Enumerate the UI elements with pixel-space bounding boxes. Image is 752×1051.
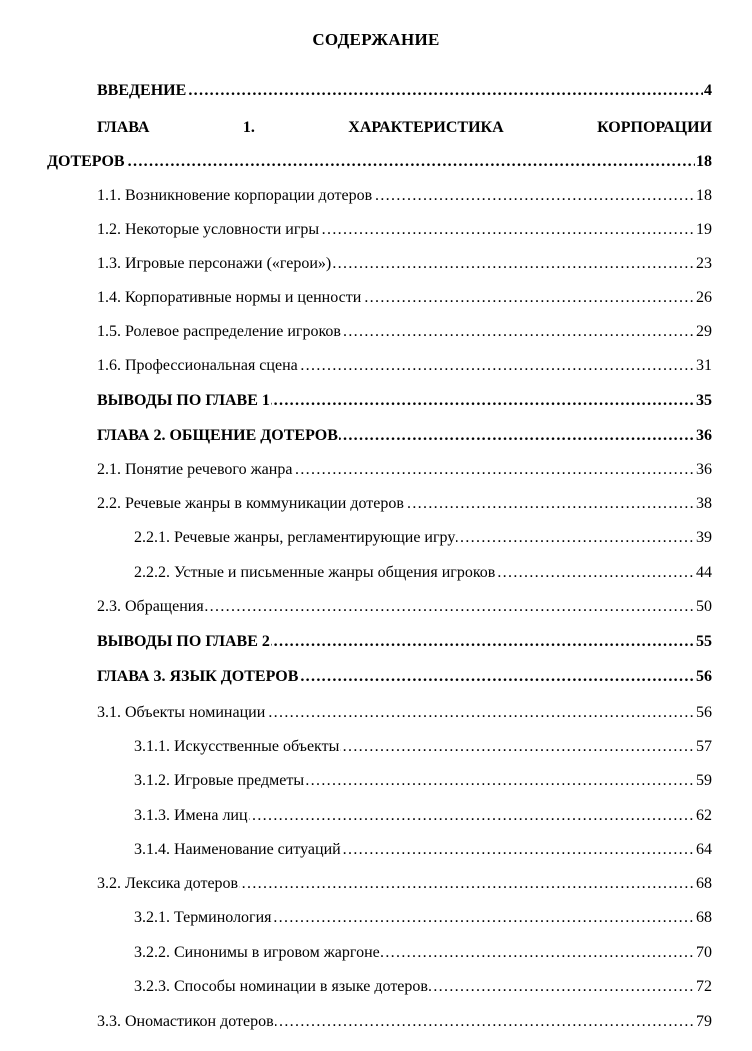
toc-entry-3-2[interactable]	[97, 873, 712, 895]
toc-entry-label: ………………………………………………………………………………………………………………………………………………………………………………………………………………………… ВВЕДЕНИЕ	[97, 80, 187, 102]
toc-entry-page: 68	[695, 907, 712, 929]
toc-entry-page: 59	[695, 770, 712, 792]
toc-entry-chapter-2[interactable]	[97, 425, 712, 447]
toc-entry-label: ………………………………………………………………………………………………………………………………………………………………………………………………………………………… 3.2.2. Синонимы в игровом жаргоне	[134, 942, 381, 964]
toc-entry-page: 4	[703, 80, 712, 102]
toc-word: ХАРАКТЕРИСТИКА	[348, 119, 504, 136]
toc-entry-3-2-1[interactable]	[134, 907, 712, 929]
toc-entry-chapter-1-line1[interactable]	[97, 117, 712, 139]
toc-entry-page: 68	[695, 873, 712, 895]
toc-entry-page: 50	[695, 596, 712, 618]
toc-entry-3-2-3[interactable]	[134, 976, 712, 998]
toc-entry-label: ………………………………………………………………………………………………………………………………………………………………………………………………………………………… ВЫВОДЫ ПО ГЛАВЕ 2	[97, 631, 271, 653]
toc-entry-label: ………………………………………………………………………………………………………………………………………………………………………………………………………………………… 3.1.3. Имена лиц	[134, 805, 249, 827]
toc-entry-conclusions-2[interactable]	[97, 631, 712, 653]
toc-entry-label: ………………………………………………………………………………………………………………………………………………………………………………………………………………………… ДОТЕРОВ	[47, 151, 126, 173]
toc-entry-page: 72	[695, 976, 712, 998]
toc-entry-3-1[interactable]	[97, 702, 712, 724]
toc-entry-label: ………………………………………………………………………………………………………………………………………………………………………………………………………………………… 3.2. Лексика дотеров	[97, 873, 239, 895]
toc-entry-3-1-1[interactable]	[134, 736, 712, 758]
toc-entry-label: ………………………………………………………………………………………………………………………………………………………………………………………………………………………… ВЫВОДЫ ПО ГЛАВЕ 1	[97, 390, 271, 412]
toc-entry-conclusions-1[interactable]	[97, 390, 712, 412]
toc-entry-page: 18	[695, 151, 712, 173]
toc-entry-label: ………………………………………………………………………………………………………………………………………………………………………………………………………………………… 3.2.3. Способы номинации в языке дотеров	[134, 976, 429, 998]
toc-entry-page: 64	[695, 839, 712, 861]
toc-entry-page: 23	[695, 253, 712, 275]
toc-entry-page: 18	[695, 185, 712, 207]
toc-entry-3-1-2[interactable]	[134, 770, 712, 792]
toc-entry-2-3[interactable]	[97, 596, 712, 618]
toc-entry-label: ………………………………………………………………………………………………………………………………………………………………………………………………………………………… 1.1. Возникновение корпорации дотеров	[97, 185, 373, 207]
toc-entry-1-1[interactable]	[97, 185, 712, 207]
toc-entry-page: 79	[695, 1011, 712, 1033]
toc-entry-page: 26	[695, 287, 712, 309]
toc-word: ГЛАВА	[97, 119, 150, 136]
toc-entry-3-2-2[interactable]	[134, 942, 712, 964]
toc-entry-page: 57	[695, 736, 712, 758]
toc-entry-page: 35	[695, 390, 712, 412]
toc-entry-label: ………………………………………………………………………………………………………………………………………………………………………………………………………………………… 1.4. Корпоративные нормы и ценности	[97, 287, 362, 309]
toc-entry-page: 38	[695, 493, 712, 515]
toc-entry-label: ………………………………………………………………………………………………………………………………………………………………………………………………………………………… 1.6. Профессиональная сцена	[97, 355, 299, 377]
toc-entry-1-4[interactable]	[97, 287, 712, 309]
toc-entry-3-3[interactable]	[97, 1011, 712, 1033]
toc-word: КОРПОРАЦИИ	[597, 119, 713, 136]
toc-entry-page: 56	[695, 702, 712, 724]
toc-entry-page: 19	[695, 219, 712, 241]
toc-entry-2-2-1[interactable]	[134, 527, 712, 549]
toc-entry-label: ………………………………………………………………………………………………………………………………………………………………………………………………………………………… 1.3. Игровые персонажи («герои»)	[97, 253, 332, 275]
toc-entry-1-6[interactable]	[97, 355, 712, 377]
toc-entry-label: ………………………………………………………………………………………………………………………………………………………………………………………………………………………… ГЛАВА 3. ЯЗЫК ДОТЕРОВ	[97, 666, 299, 688]
toc-entry-label: ………………………………………………………………………………………………………………………………………………………………………………………………………………………… 2.2.2. Устные и письменные жанры общения игроков	[134, 562, 496, 584]
toc-entry-page: 62	[695, 805, 712, 827]
toc-entry-page: 36	[695, 425, 712, 447]
toc-entry-label: ………………………………………………………………………………………………………………………………………………………………………………………………………………………… 2.1. Понятие речевого жанра	[97, 459, 293, 481]
toc-entry-page: 29	[695, 321, 712, 343]
page-title: СОДЕРЖАНИЕ	[312, 30, 440, 49]
toc-entry-3-1-3[interactable]	[134, 805, 712, 827]
toc-word: 1.	[242, 119, 255, 136]
toc-entry-label: ………………………………………………………………………………………………………………………………………………………………………………………………………………………… 3.1.1. Искусственные объекты	[134, 736, 340, 758]
toc-entry-label: ………………………………………………………………………………………………………………………………………………………………………………………………………………………… 1.5. Ролевое распределение игроков	[97, 321, 342, 343]
toc-entry-page: 31	[695, 355, 712, 377]
toc-entry-1-3[interactable]	[97, 253, 712, 275]
toc-entry-page: 70	[695, 942, 712, 964]
toc-entry-2-2[interactable]	[97, 493, 712, 515]
toc-entry-page: 36	[695, 459, 712, 481]
toc-entry-3-1-4[interactable]	[134, 839, 712, 861]
toc-entry-label: ………………………………………………………………………………………………………………………………………………………………………………………………………………………… 1.2. Некоторые условности игры	[97, 219, 320, 241]
toc-entry-label: ………………………………………………………………………………………………………………………………………………………………………………………………………………………… 2.2.1. Речевые жанры, регламентирующие игру	[134, 527, 456, 549]
toc-entry-page: 44	[695, 562, 712, 584]
toc-entry-1-2[interactable]	[97, 219, 712, 241]
toc-entry-label: ………………………………………………………………………………………………………………………………………………………………………………………………………………………… 3.2.1. Терминология	[134, 907, 273, 929]
toc-entry-label: ………………………………………………………………………………………………………………………………………………………………………………………………………………………… 3.1. Объекты номинации	[97, 702, 266, 724]
toc-entry-label: ………………………………………………………………………………………………………………………………………………………………………………………………………………………… ГЛАВА 2. ОБЩЕНИЕ ДОТЕРОВ	[97, 425, 339, 447]
toc-entry-chapter-3[interactable]	[97, 666, 712, 688]
toc-entry-label: ………………………………………………………………………………………………………………………………………………………………………………………………………………………… 2.3. Обращения	[97, 596, 205, 618]
toc-entry-1-5[interactable]	[97, 321, 712, 343]
toc-entry-page: 55	[695, 631, 712, 653]
toc-entry-label: ………………………………………………………………………………………………………………………………………………………………………………………………………………………… 3.1.4. Наименование ситуаций	[134, 839, 342, 861]
toc-entry-2-1[interactable]	[97, 459, 712, 481]
toc-entry-page: 39	[695, 527, 712, 549]
toc-entry-label: ………………………………………………………………………………………………………………………………………………………………………………………………………………………… 3.1.2. Игровые предметы	[134, 770, 305, 792]
toc-entry-page: 56	[695, 666, 712, 688]
toc-entry-chapter-1-line2[interactable]	[47, 151, 712, 173]
toc-entry-label: ………………………………………………………………………………………………………………………………………………………………………………………………………………………… 2.2. Речевые жанры в коммуникации дотеров	[97, 493, 405, 515]
toc-entry-introduction[interactable]	[97, 80, 712, 102]
toc-entry-label: ………………………………………………………………………………………………………………………………………………………………………………………………………………………… 3.3. Ономастикон дотеров	[97, 1011, 275, 1033]
toc-entry-2-2-2[interactable]	[134, 562, 712, 584]
